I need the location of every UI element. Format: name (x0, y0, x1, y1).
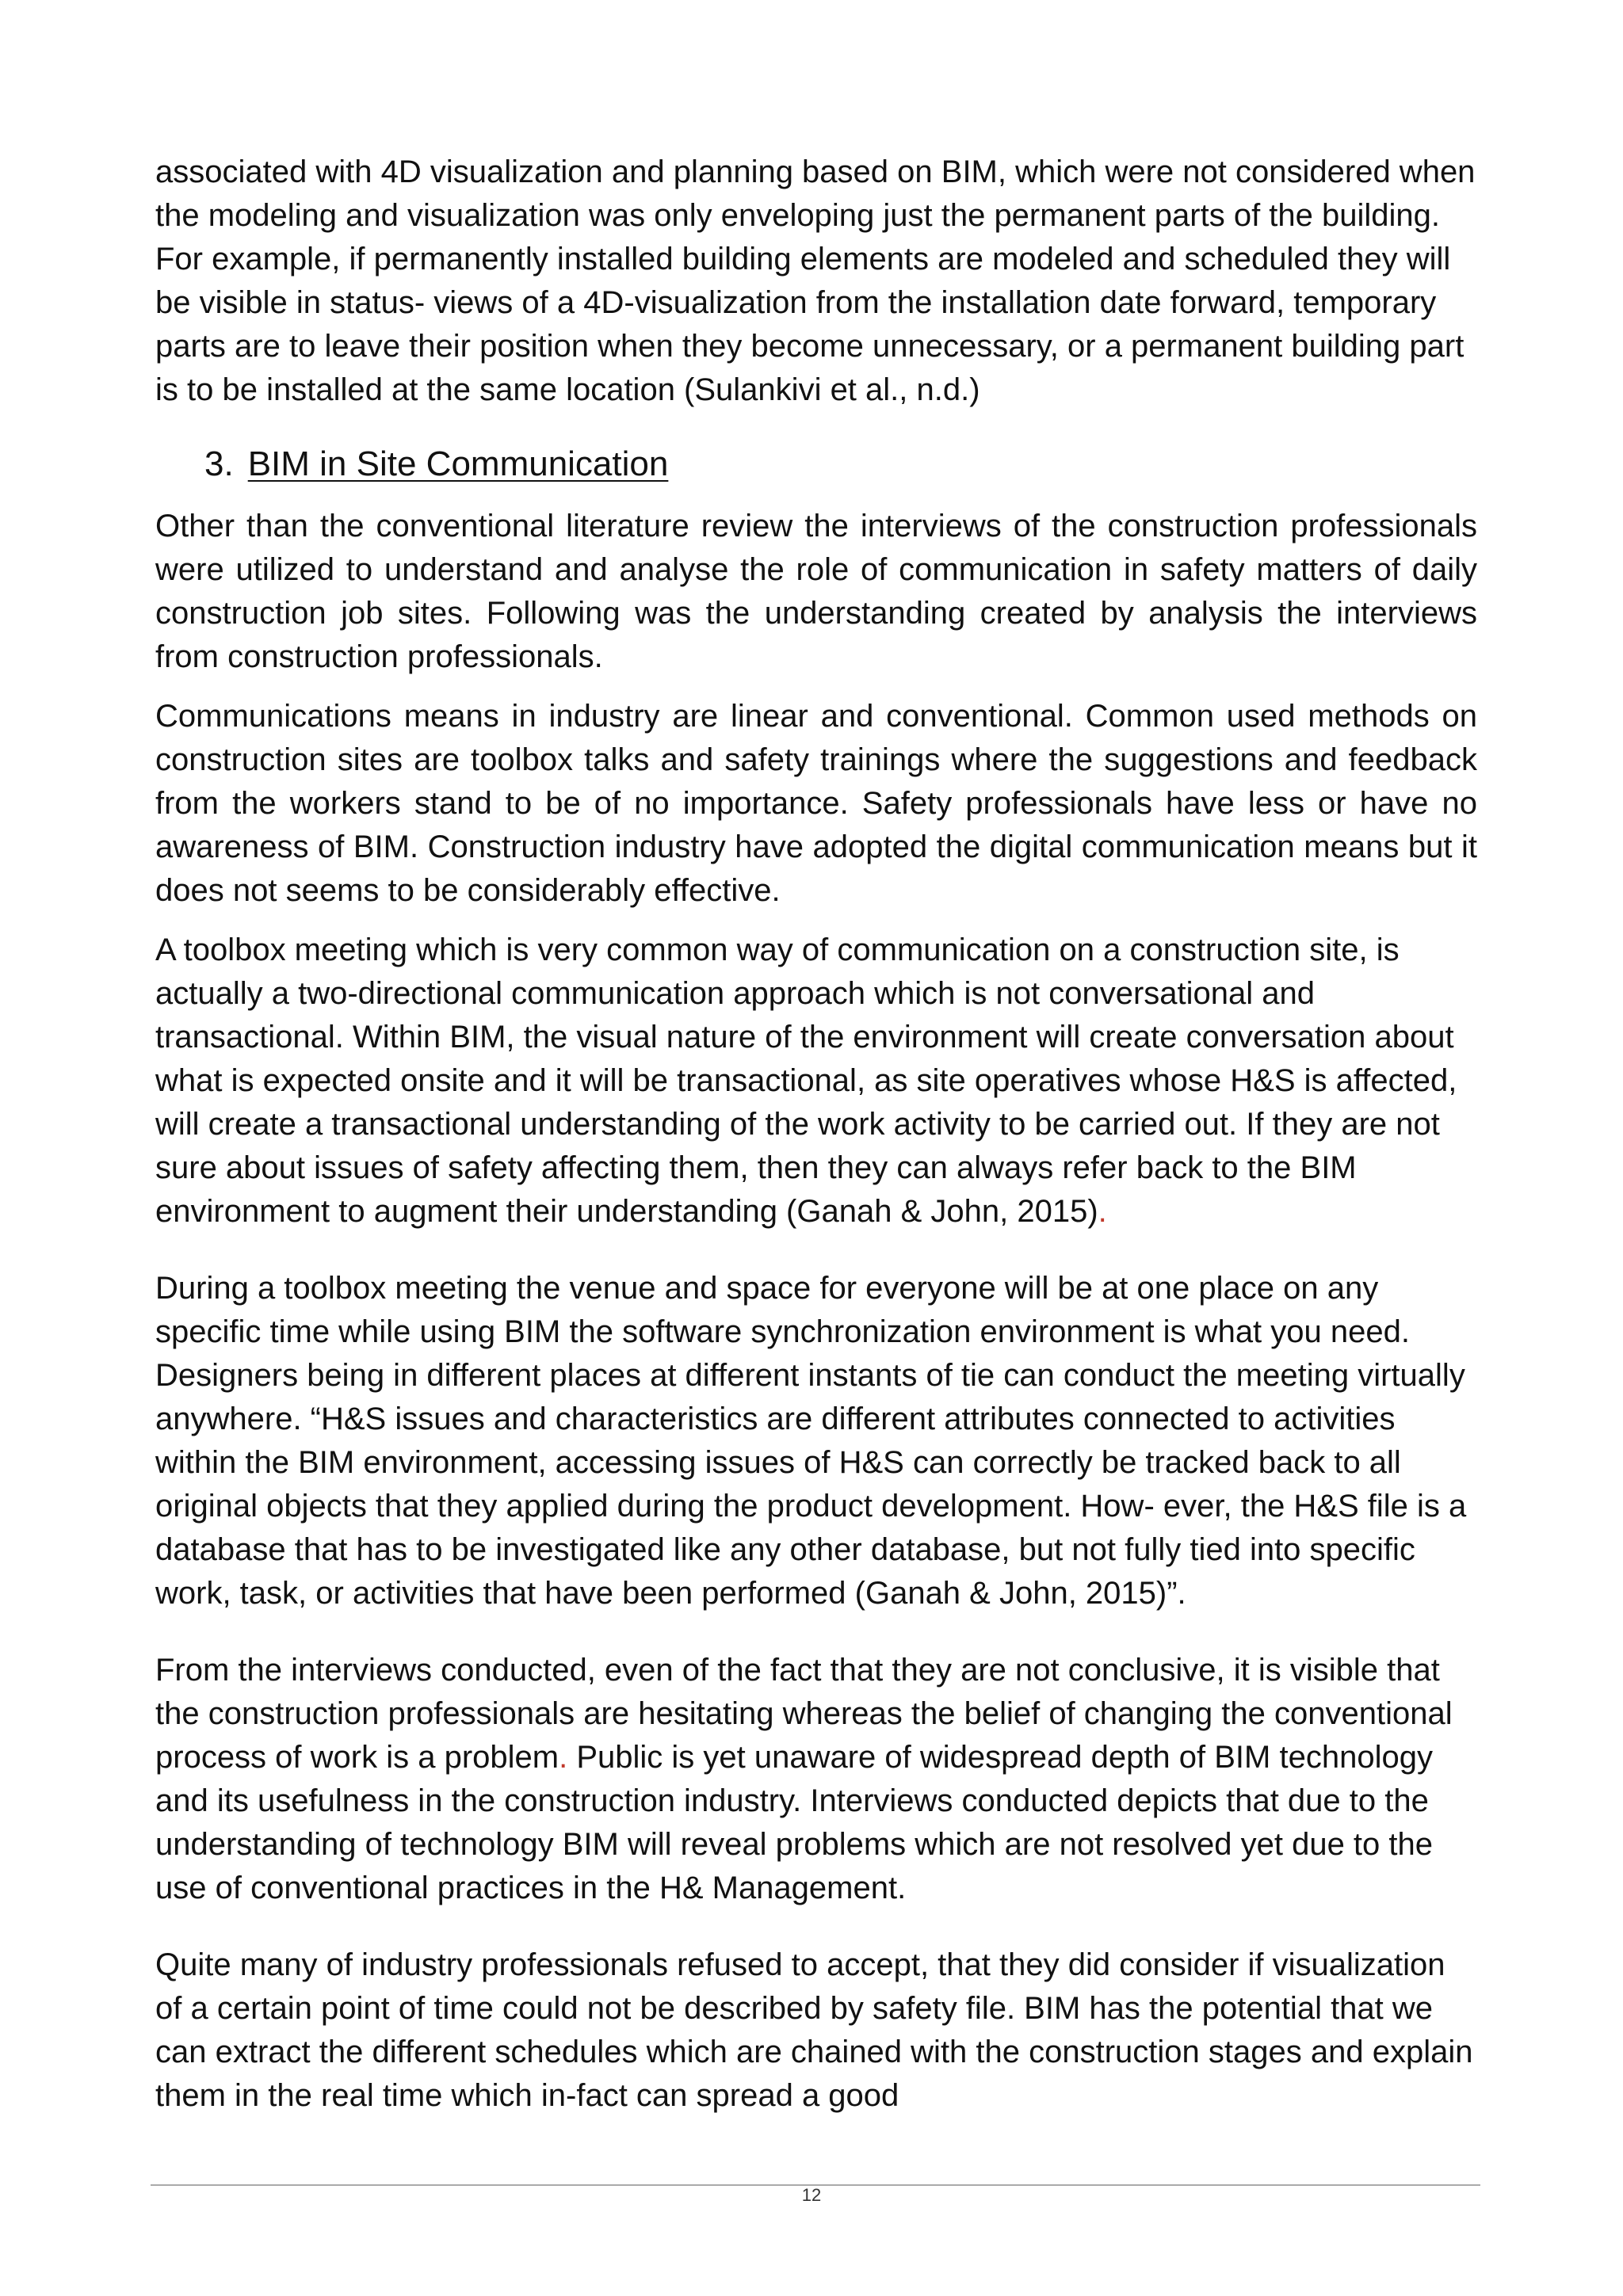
document-body (155, 151, 1477, 2118)
highlighted-period: . (559, 1740, 568, 1775)
body-paragraph: Quite many of industry professionals refused to accept, that they did consider if visualization of a certain point of time could not be described by safety file. BIM has the potential that we can extract the different schedules which are chained with the construction stages and explain them in the real time which in-fact can spread a good (155, 1947, 1473, 2113)
page-number: 12 (801, 2185, 822, 2205)
body-paragraph: associated with 4D visualization and planning based on BIM, which were not considered when the modeling and visualization was only enveloping just the permanent parts of the building. For example, if permanently installed building elements are modeled and scheduled they will be visible in status- views of a 4D-visualization from the installation date forward, temporary parts are to leave their position when they become unnecessary, or a permanent building part is to be installed at the same location (Sulankivi et al., n.d.) (155, 154, 1476, 407)
body-paragraph: During a toolbox meeting the venue and space for everyone will be at one place on any specific time while using BIM the software synchronization environment is what you need. Designers being in different places at different instants of tie can conduct the meeting virtually anywhere. “H&S issues and characteristics are different attributes connected to activities within the BIM environment, accessing issues of H&S can correctly be tracked back to all original objects that they applied during the product development. How- ever, the H&S file is a database that has to be investigated like any other database, but not fully tied into specific work, task, or activities that have been performed (Ganah & John, 2015)”. (155, 1271, 1467, 1611)
section-number: 3. (204, 444, 234, 483)
body-paragraph: Other than the conventional literature review the interviews of the construction professionals were utilized to understand and analyse the role of communication in safety matters of daily construction job sites. Following was the understanding created by analysis the interviews from construction professionals. (155, 509, 1477, 674)
body-paragraph: Communications means in industry are linear and conventional. Common used methods on construction sites are toolbox talks and safety trainings where the suggestions and feedback from the workers stand to be of no importance. Safety professionals have less or have no awareness of BIM. Construction industry have adopted the digital communication means but it does not seems to be considerably effective. (155, 699, 1477, 908)
paragraph-text: A toolbox meeting which is very common way of communication on a construction site, is actually a two-directional communication approach which is not conversational and transactional. Within BIM, the visual nature of the environment will create conversation about what is expected onsite and it will be transactional, as site operatives whose H&S is affected, will create a transactional understanding of the work activity to be carried out. If they are not sure about issues of safety affecting them, then they can always refer back to the BIM environment to augment their understanding (Ganah & John, 2015) (155, 933, 1457, 1229)
body-paragraph (155, 1649, 1477, 1910)
paragraph-text: Public is yet unaware of widespread depth of BIM technology and its usefulness in the construction industry. Interviews conducted depicts that due to the understanding of technology BIM will reveal problems which are not resolved yet due to the use of conventional practices in the H& Management. (155, 1740, 1434, 1905)
section-heading (204, 442, 1477, 486)
highlighted-period: . (1098, 1194, 1107, 1229)
section-title: BIM in Site Communication (247, 444, 669, 483)
paragraph-text: From the interviews conducted, even of the fact that they are not conclusive, it is visible that the construction professionals are hesitating whereas the belief of changing the conventional process of work is a problem (155, 1653, 1453, 1775)
body-paragraph (155, 929, 1477, 1234)
